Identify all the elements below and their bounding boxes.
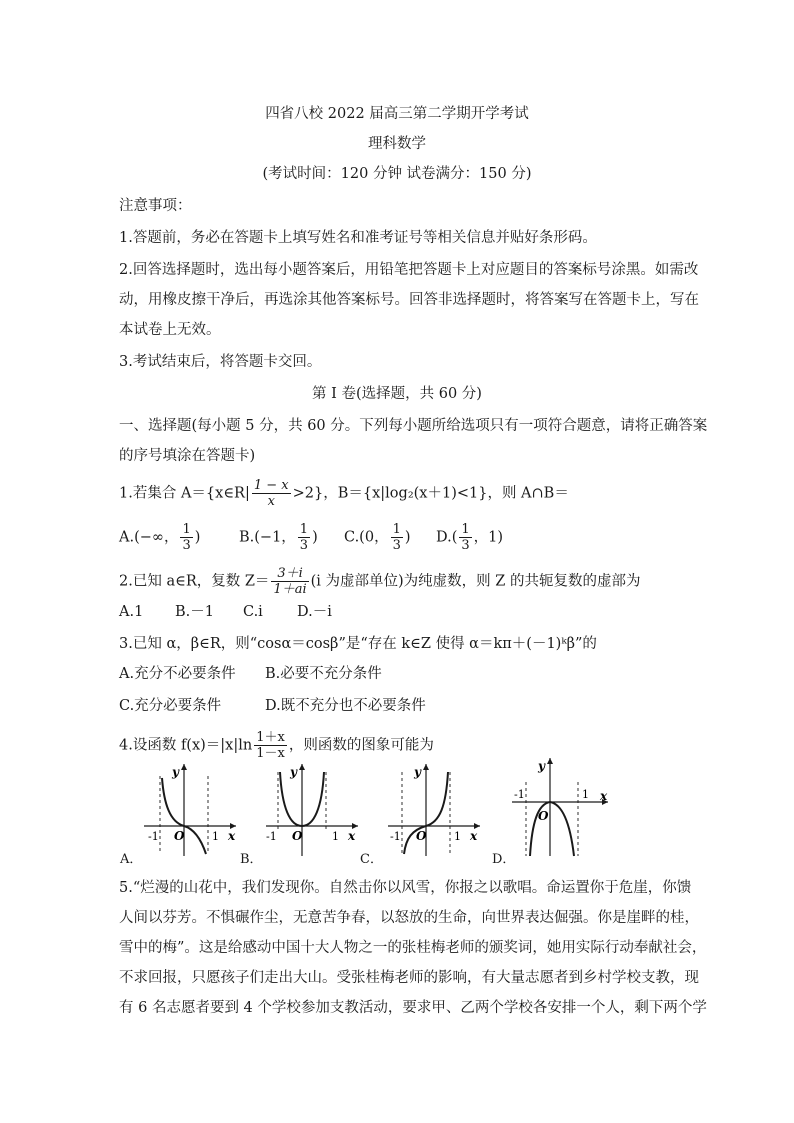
- svg-text:O: O: [538, 809, 549, 823]
- q4-frac-den: 1－x: [256, 746, 285, 761]
- q1-frac-den: x: [267, 494, 275, 509]
- q1-option-a: A.(−∞， $\frac{1}{3}$ ): [119, 522, 201, 553]
- notice-item-3: 3.考试结束后，将答题卡交回。: [119, 354, 322, 370]
- notice-item-2-line-3: 本试卷上无效。: [119, 322, 221, 338]
- question-2-options: [119, 602, 332, 622]
- q2-option-b: B.－1: [175, 604, 214, 620]
- question-3-options-row-2: [119, 696, 426, 716]
- notice-item-2-line-1: 2.回答选择题时，选出每小题答案后，用铅笔把答题卡上对应题目的答案标号涂黑。如需改: [119, 262, 699, 278]
- svg-text:x: x: [470, 829, 478, 843]
- notice-item-1: 1.答题前，务必在答题卡上填写姓名和准考证号等相关信息并贴好条形码。: [119, 230, 597, 246]
- q2-fraction: [271, 566, 308, 597]
- svg-text:y: y: [414, 765, 421, 779]
- graph-d-label: D．: [492, 852, 516, 867]
- q4-suffix: ，则函数的图象可能为: [288, 737, 434, 754]
- question-3-stem: 3.已知 α，β∈R，则“cosα＝cosβ”是“存在 k∈Z 使得 α＝kπ＋(－1)ᵏβ”的: [119, 636, 597, 652]
- question-2-stem: [119, 566, 640, 597]
- svg-text:1: 1: [582, 788, 589, 801]
- svg-text:O: O: [292, 829, 303, 843]
- svg-text:x: x: [228, 829, 236, 843]
- question-1-options: [119, 522, 503, 553]
- question-5-line-4: 不求回报，只愿孩子们走出大山。受张桂梅老师的影响，有大量志愿者到乡村学校支教，现: [119, 970, 699, 986]
- q1-option-b: B.(−1， $\frac{1}{3}$ ): [239, 522, 318, 553]
- q1-fraction: [252, 478, 291, 509]
- graph-a: [140, 758, 240, 858]
- svg-text:O: O: [174, 829, 185, 843]
- exam-title: 四省八校 2022 届高三第二学期开学考试: [265, 106, 529, 122]
- svg-text:1: 1: [454, 830, 461, 843]
- graph-a-label: A．: [120, 852, 143, 867]
- question-3-options-row-1: [119, 664, 382, 684]
- svg-text:-1: -1: [266, 830, 277, 843]
- question-4-stem: [119, 730, 434, 761]
- svg-text:1: 1: [212, 830, 219, 843]
- q2-option-c: C.i: [243, 604, 263, 620]
- q1-option-d: D.( $\frac{1}{3}$ ，1): [436, 522, 504, 553]
- svg-text:O: O: [416, 829, 427, 843]
- svg-text:1: 1: [332, 830, 339, 843]
- q2-suffix: (i 为虚部单位)为纯虚数，则 Z 的共轭复数的虚部为: [310, 573, 641, 590]
- notice-item-2-line-2: 动，用橡皮擦干净后，再选涂其他答案标号。回答非选择题时，将答案写在答题卡上，写在: [119, 292, 699, 308]
- question-5-line-5: 有 6 名志愿者要到 4 个学校参加支教活动，要求甲、乙两个学校各安排一个人，剩下两个学: [119, 1000, 707, 1016]
- svg-text:-1: -1: [390, 830, 401, 843]
- subject-title: 理科数学: [368, 136, 426, 152]
- graph-b: [262, 758, 362, 858]
- q4-prefix: 4.设函数 f(x)＝|x|ln: [119, 737, 253, 754]
- q2-option-d: D.－i: [297, 604, 332, 620]
- svg-text:x: x: [348, 829, 356, 843]
- q3-option-d: D.既不充分也不必要条件: [265, 698, 426, 714]
- question-1-stem: [119, 478, 569, 509]
- graph-c-label: C．: [360, 852, 383, 867]
- q2-frac-num: 3＋i: [271, 566, 308, 582]
- q3-option-a: A.充分不必要条件: [119, 666, 236, 682]
- svg-text:y: y: [538, 759, 545, 773]
- q1-prefix: 1.若集合 A＝{x∈R|: [119, 485, 250, 502]
- q2-frac-den: 1＋ai: [273, 582, 307, 597]
- exam-info: (考试时间：120 分钟 试卷满分：150 分): [262, 166, 532, 182]
- svg-text:-1: -1: [514, 788, 525, 801]
- section-intro-line-2: 的序号填涂在答题卡): [119, 448, 256, 464]
- q2-option-a: A.1: [119, 604, 144, 620]
- graph-c: [384, 758, 484, 858]
- svg-text:x: x: [600, 789, 608, 803]
- q1-frac-num: 1 − x: [253, 478, 289, 493]
- svg-text:y: y: [290, 765, 297, 779]
- section-title: 第 I 卷(选择题，共 60 分): [312, 386, 482, 402]
- q3-option-c: C.充分必要条件: [119, 698, 222, 714]
- q1-suffix: >2}，B＝{x|log₂(x＋1)<1}，则 A∩B＝: [292, 485, 569, 502]
- notice-heading: 注意事项：: [119, 198, 192, 214]
- q1-option-c: C.(0， $\frac{1}{3}$ ): [344, 522, 411, 553]
- question-5-line-1: 5.“烂漫的山花中，我们发现你。自然击你以风雪，你报之以歌唱。命运置你于危崖，你馈: [119, 880, 692, 896]
- svg-text:y: y: [172, 765, 179, 779]
- q4-fraction: [254, 730, 287, 761]
- graph-d: [508, 752, 612, 858]
- q4-frac-num: 1＋x: [256, 730, 285, 745]
- question-5-line-3: 雪中的梅”。这是给感动中国十大人物之一的张桂梅老师的颁奖词，她用实际行动奉献社会，: [119, 940, 707, 956]
- svg-text:-1: -1: [148, 830, 159, 843]
- q3-option-b: B.必要不充分条件: [265, 666, 382, 682]
- q2-prefix: 2.已知 a∈R，复数 Z＝: [119, 573, 270, 590]
- section-intro-line-1: 一、选择题(每小题 5 分，共 60 分。下列每小题所给选项只有一项符合题意，请将正确答案: [119, 418, 708, 434]
- question-5-line-2: 人间以芬芳。不惧碾作尘，无意苦争春，以怒放的生命，向世界表达倔强。你是崖畔的桂，: [119, 910, 699, 926]
- graph-b-label: B．: [240, 852, 263, 867]
